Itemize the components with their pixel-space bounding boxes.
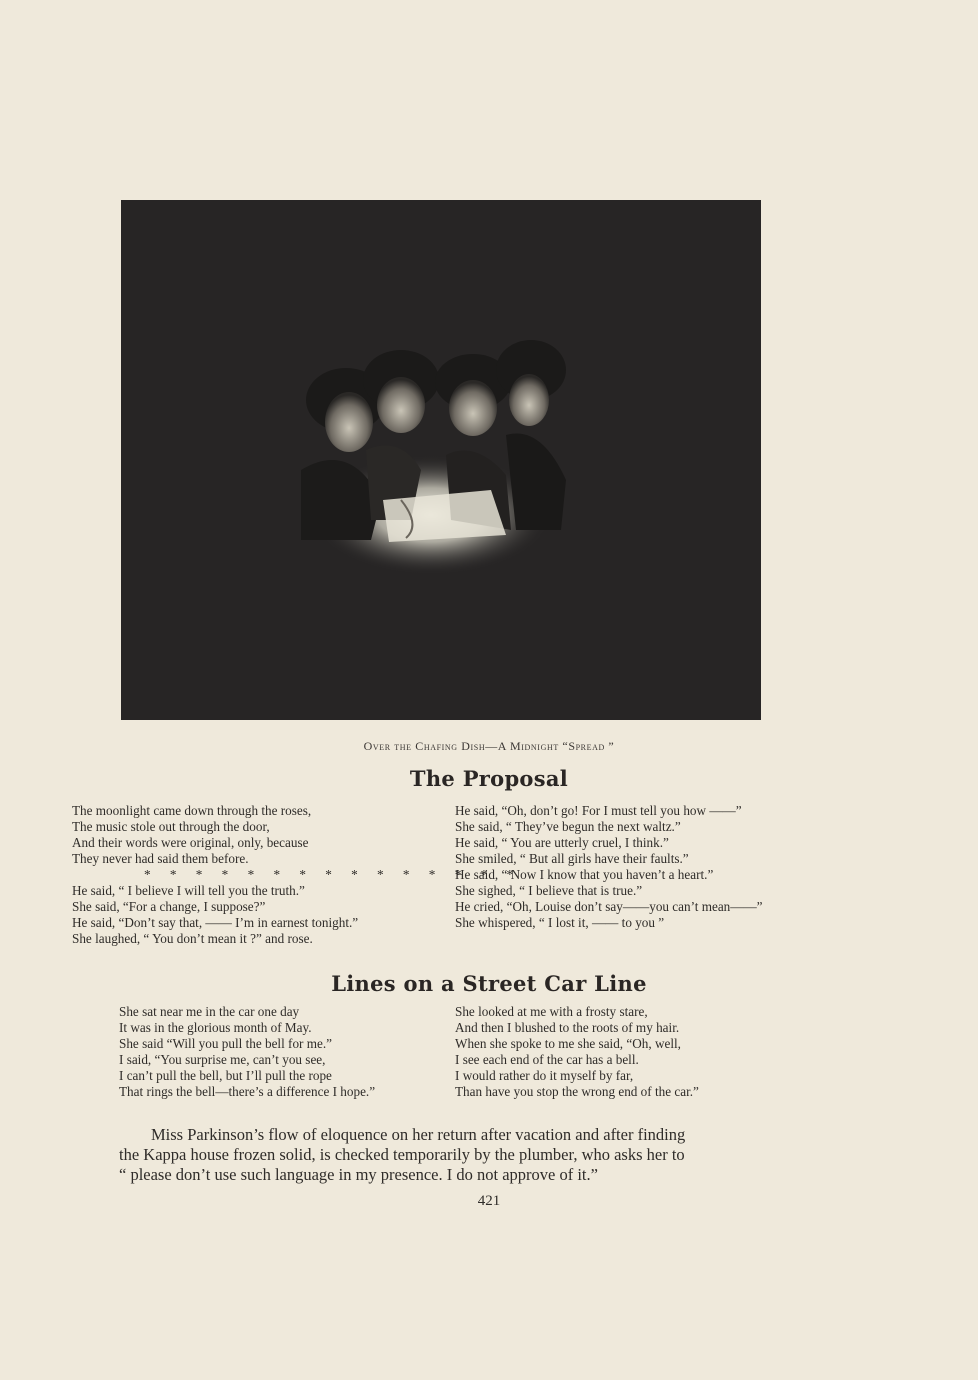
- verse-line: When she spoke to me she said, “Oh, well,: [455, 1036, 681, 1051]
- photograph: [121, 200, 761, 720]
- verse-line: She said, “For a change, I suppose?”: [72, 899, 266, 914]
- verse-line: She sat near me in the car one day: [119, 1004, 300, 1019]
- photo-caption: Over the Chafing Dish—A Midnight “Spread ”: [363, 739, 615, 753]
- verse-line: She said “Will you pull the bell for me.”: [119, 1036, 332, 1051]
- verse-line: She laughed, “ You don’t mean it ?” and rose.: [72, 931, 313, 946]
- verse-line: She smiled, “ But all girls have their faults.”: [455, 851, 689, 866]
- poem-title-proposal: The Proposal: [409, 766, 569, 791]
- poem-street-car-right-column: [455, 1004, 699, 1100]
- asterisk-divider: * * * * * * * * * * * * * * *: [144, 867, 522, 882]
- verse-line: She whispered, “ I lost it, —— to you ”: [455, 915, 665, 930]
- verse-line: He said, “Don’t say that, —— I’m in earnest tonight.”: [72, 915, 359, 930]
- verse-line: He said, “ Now I know that you haven’t a heart.”: [455, 867, 714, 882]
- verse-line: I can’t pull the bell, but I’ll pull the rope: [119, 1068, 332, 1083]
- verse-line: I see each end of the car has a bell.: [455, 1052, 639, 1067]
- poem-proposal-right-column: [455, 803, 763, 931]
- verse-line: She sighed, “ I believe that is true.”: [455, 883, 643, 898]
- verse-line: She looked at me with a frosty stare,: [455, 1004, 648, 1019]
- poem-proposal-left-column: [72, 803, 521, 947]
- verse-line: She said, “ They’ve begun the next waltz.”: [455, 819, 681, 834]
- verse-line: They never had said them before.: [72, 851, 249, 866]
- verse-line: He said, “ You are utterly cruel, I think.”: [455, 835, 669, 850]
- verse-line: He said, “ I believe I will tell you the truth.”: [72, 883, 305, 898]
- verse-line: That rings the bell—there’s a difference I hope.”: [119, 1084, 376, 1099]
- paragraph-line: the Kappa house frozen solid, is checked temporarily by the plumber, who asks her to: [119, 1145, 685, 1164]
- verse-line: And then I blushed to the roots of my hair.: [455, 1020, 680, 1035]
- photo-illustration: [121, 200, 761, 720]
- anecdote-paragraph: [119, 1125, 779, 1185]
- page-number: 421: [477, 1193, 501, 1209]
- verse-line: The moonlight came down through the roses,: [72, 803, 312, 818]
- verse-line: He said, “Oh, don’t go! For I must tell you how ——”: [455, 803, 742, 818]
- verse-line: He cried, “Oh, Louise don’t say——you can’t mean——”: [455, 899, 763, 914]
- verse-line: I would rather do it myself by far,: [455, 1068, 634, 1083]
- verse-line: I said, “You surprise me, can’t you see,: [119, 1052, 326, 1067]
- paragraph-line: Miss Parkinson’s flow of eloquence on her return after vacation and after finding: [151, 1125, 686, 1144]
- verse-line: It was in the glorious month of May.: [119, 1020, 312, 1035]
- verse-line: The music stole out through the door,: [72, 819, 270, 834]
- verse-line: Than have you stop the wrong end of the car.”: [455, 1084, 699, 1099]
- verse-line: And their words were original, only, because: [72, 835, 309, 850]
- poem-street-car-left-column: [119, 1004, 375, 1100]
- paragraph-line: “ please don’t use such language in my presence. I do not approve of it.”: [119, 1165, 598, 1184]
- poem-title-street-car: Lines on a Street Car Line: [331, 971, 647, 996]
